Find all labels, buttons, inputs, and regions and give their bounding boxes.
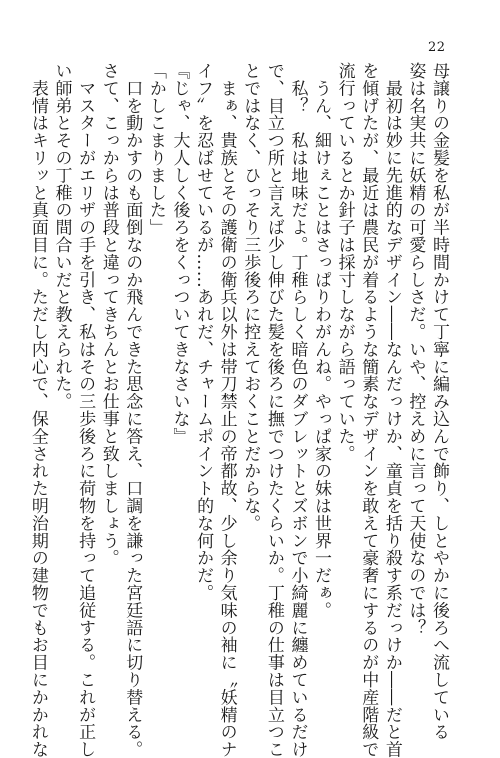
text-line: 「かしこまりました」 — [145, 62, 166, 236]
text-line: 表情はキリッと真面目に。ただし内心で、保全された明治期の建物でもお目にかかれな — [27, 62, 48, 758]
text-line: い師弟とその丁稚の間合いだと教えられた。 — [51, 62, 72, 410]
text-line: 流行っているとか針子は採寸しながら語っていた。 — [334, 62, 355, 463]
text-line: まぁ、貴族とその護衛の衛兵以外は帯刀禁止の帝都故、少し余り気味の袖に〝妖精のナ — [216, 62, 237, 758]
text-line: とではなく、ひっそり三歩後ろに控えておくことだからな。 — [240, 62, 261, 532]
text-line: を傾げたが、最近は農民が着るような簡素なデザインを敢えて豪奢にするのが中産階級で — [358, 62, 379, 758]
text-line: うん、細けぇことはさっぱりわがんね。やっぱ家の妹は世界一だぁ。 — [311, 62, 332, 619]
text-line: マスターがエリザの手を引き、私はその三歩後ろに荷物を持って追従する。これが正し — [75, 62, 96, 758]
text-line: で、目立つ所と言えば少し伸びた髪を後ろに撫でつけたくらいか。丁稚の仕事は目立つこ — [263, 62, 284, 758]
body-text — [27, 62, 450, 758]
text-line: さて、こっからは普段と違ってきちんとお仕事と致しましょう。 — [98, 62, 119, 567]
text-line: 母譲りの金髪を私が半時間かけて丁寧に編み込んで飾り、しとやかに後ろへ流している — [429, 62, 449, 741]
text-line: 私？ 私は地味だよ。丁稚らしく暗色のダブレットとズボンで小綺麗に纏めているだけ — [287, 62, 308, 758]
text-line: 姿は名実共に妖精の可愛らしさだ。いや、控えめに言って天使なのでは？ — [405, 62, 426, 637]
text-line: 『じゃ、大人しく後ろをくっついてきなさいな』 — [169, 62, 190, 445]
text-line: 最初は妙に先進的なデザイン――なんだっけか、童貞を括り殺す系だっけか――だと首 — [381, 62, 402, 758]
page-number: 22 — [428, 40, 446, 55]
text-line: イフ〟を忍ばせているが……あれだ、チャームポイント的な何かだ。 — [193, 62, 214, 602]
text-line: 口を動かすのも面倒なのか飛んできた思念に答え、口調を謙った宮廷語に切り替える。 — [122, 62, 143, 758]
